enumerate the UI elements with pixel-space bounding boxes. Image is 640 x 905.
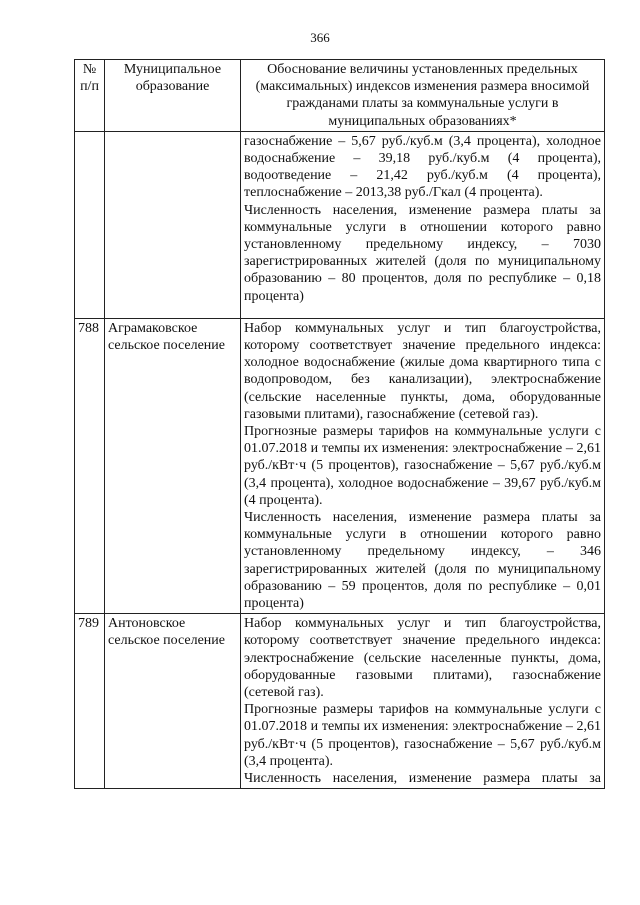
row-justification bbox=[241, 614, 605, 789]
table-row bbox=[75, 131, 605, 318]
row-municipality: Аграмаковское сельское поселение bbox=[105, 318, 241, 613]
table-header-row bbox=[75, 60, 605, 132]
header-num: № п/п bbox=[75, 60, 105, 132]
paragraph: Численность населения, изменение размера платы за коммунальные услуги в отношении которого равно установленному предельному индексу, – 346 зарегистрированных жителей (доля по муниципальному образованию – 59 процентов, доля по республике – 0,01 процента) bbox=[244, 510, 601, 612]
row-justification bbox=[241, 318, 605, 613]
row-num: 789 bbox=[75, 614, 105, 789]
row-municipality: Антоновское сельское поселение bbox=[105, 614, 241, 789]
table-row bbox=[75, 318, 605, 613]
indices-table bbox=[74, 59, 605, 789]
row-municipality bbox=[105, 131, 241, 318]
row-justification bbox=[241, 131, 605, 318]
paragraph: Численность населения, изменение размера платы за bbox=[244, 771, 601, 787]
paragraph: Набор коммунальных услуг и тип благоустройства, которому соответствует значение предельного индекса: электроснабжение (сельские населенные пункты, дома, оборудованные газовыми плитами), газоснабжение (сетевой газ). bbox=[244, 616, 601, 701]
paragraph: Набор коммунальных услуг и тип благоустройства, которому соответствует значение предельного индекса: холодное водоснабжение (жилые дома квартирного типа с водопроводом, без канализации), электроснабжение (сельские населенные пункты, дома, оборудованные газовыми плитами), газоснабжение (сетевой газ). bbox=[244, 320, 601, 422]
paragraph: Прогнозные размеры тарифов на коммунальные услуги с 01.07.2018 и темпы их изменения: электроснабжение – 2,61 руб./кВт·ч (5 процентов), газоснабжение – 5,67 руб./куб.м (3,4 процента), холодное водоснабжение – 39,67 руб./куб.м (4 процента). bbox=[244, 424, 601, 508]
paragraph: Прогнозные размеры тарифов на коммунальные услуги с 01.07.2018 и темпы их изменения: электроснабжение – 2,61 руб./кВт·ч (5 процентов), газоснабжение – 5,67 руб./куб.м (3,4 процента). bbox=[244, 702, 601, 769]
row-num bbox=[75, 131, 105, 318]
header-justification: Обоснование величины установленных предельных (максимальных) индексов изменения размера вносимой гражданами платы за коммунальные услуги в муниципальных образованиях* bbox=[241, 60, 605, 132]
table-row bbox=[75, 614, 605, 789]
page-number: 366 bbox=[310, 30, 330, 45]
row-num: 788 bbox=[75, 318, 105, 613]
paragraph: Численность населения, изменение размера платы за коммунальные услуги в отношении которого равно установленному предельному индексу, – 7030 зарегистрированных жителей (доля по муниципальному образованию – 80 процентов, доля по республике – 0,18 процента) bbox=[244, 202, 601, 304]
header-municipality: Муниципальное образование bbox=[105, 60, 241, 132]
paragraph: газоснабжение – 5,67 руб./куб.м (3,4 процента), холодное водоснабжение – 39,18 руб./куб.м (4 процента), водоотведение – 21,42 руб./куб.м (4 процента), теплоснабжение – 2013,38 руб./Гкал (4 процента). bbox=[244, 133, 601, 201]
